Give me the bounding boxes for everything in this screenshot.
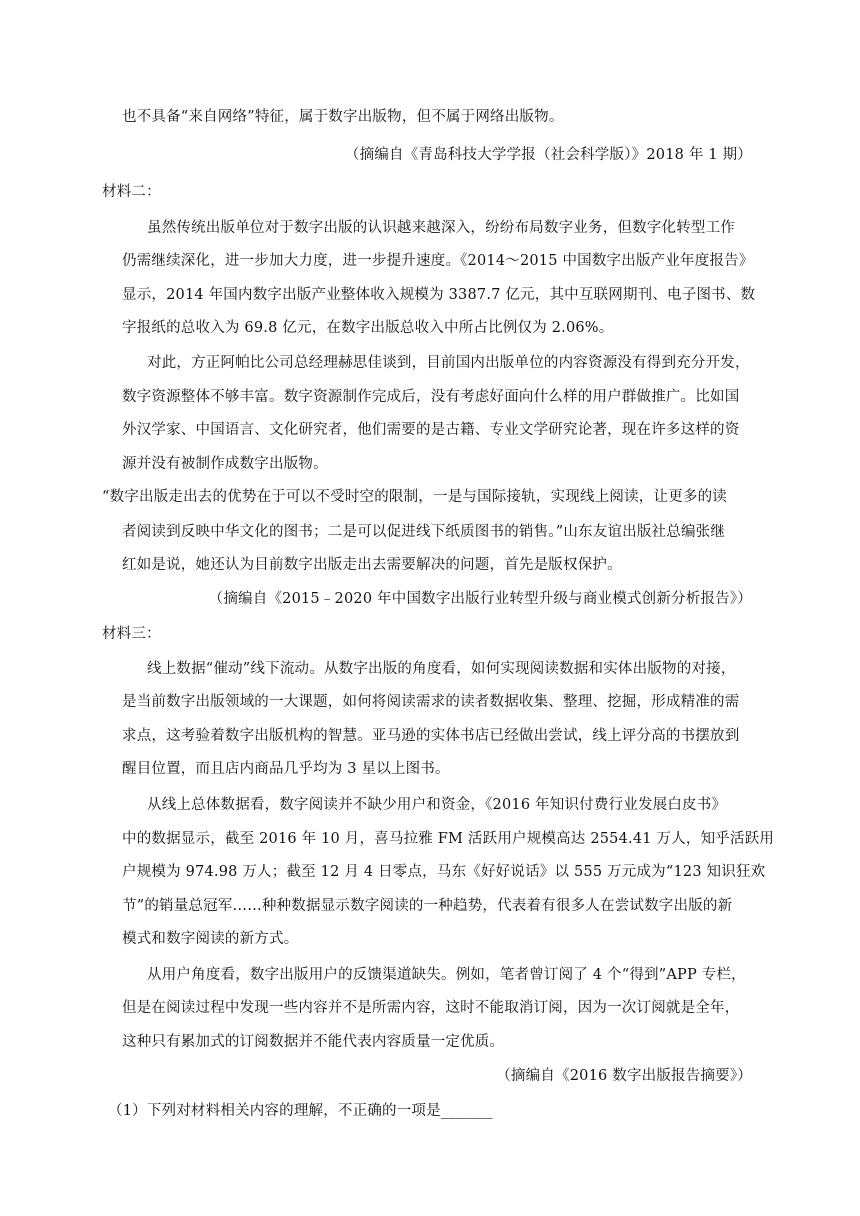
paragraph-line: 模式和数字阅读的新方式。 <box>122 931 299 947</box>
paragraph-line: 者阅读到反映中华文化的图书；二是可以促进线下纸质图书的销售。”山东友谊出版社总编张继 <box>122 524 726 540</box>
paragraph-line: 户规模为 974.98 万人；截至 12 月 4 日零点，马东《好好说话》以 555 万元成为“123 知识狂欢 <box>122 864 766 880</box>
paragraph-line: 字报纸的总收入为 69.8 亿元，在数字出版总收入中所占比例仅为 2.06%。 <box>122 320 614 336</box>
paragraph-line: 节”的销量总冠军……种种数据显示数字阅读的一种趋势，代表着有很多人在尝试数字出版的新 <box>122 898 733 914</box>
source-citation: （摘编自《2015﹣2020 年中国数字出版行业转型升级与商业模式创新分析报告》） <box>208 591 752 607</box>
paragraph-line: 数字资源整体不够丰富。数字资源制作完成后，没有考虑好面向什么样的用户群做推广。比如国 <box>122 389 740 405</box>
paragraph-line: 对此，方正阿帕比公司总经理赫思佳谈到，目前国内出版单位的内容资源没有得到充分开发， <box>147 355 750 371</box>
question-prompt: （1）下列对材料相关内容的理解，不正确的一项是_______ <box>108 1103 493 1119</box>
paragraph-line: 源并没有被制作成数字出版物。 <box>122 456 328 472</box>
source-citation: （摘编自《2016 数字出版报告摘要》） <box>496 1068 752 1084</box>
paragraph-line: 虽然传统出版单位对于数字出版的认识越来越深入，纷纷布局数字业务，但数字化转型工作 <box>147 220 735 236</box>
paragraph-line: 仍需继续深化，进一步加大力度，进一步提升速度。《2014～2015 中国数字出版产业年度报告》 <box>122 253 754 269</box>
source-citation: （摘编自《青岛科技大学学报（社会科学版）》2018 年 1 期） <box>344 147 752 163</box>
paragraph-line: 从线上总体数据看，数字阅读并不缺少用户和资金，《2016 年知识付费行业发展白皮书》 <box>147 797 727 813</box>
paragraph-line: 也不具备“来自网络”特征，属于数字出版物，但不属于网络出版物。 <box>122 109 564 125</box>
paragraph-line: 但是在阅读过程中发现一些内容并不是所需内容，这时不能取消订阅，因为一次订阅就是全年， <box>122 1000 740 1016</box>
paragraph-line: 中的数据显示，截至 2016 年 10 月，喜马拉雅 FM 活跃用户规模高达 2554.41 万人，知乎活跃用 <box>122 831 775 847</box>
section-heading: 材料二： <box>102 184 161 200</box>
paragraph-line: 线上数据“催动”线下流动。从数字出版的角度看，如何实现阅读数据和实体出版物的对接， <box>147 661 736 677</box>
paragraph-line: 醒目位置，而且店内商品几乎均为 3 星以上图书。 <box>122 761 450 777</box>
paragraph-line: “数字出版走出去的优势在于可以不受时空的限制，一是与国际接轨，实现线上阅读，让更多的读 <box>102 489 728 505</box>
section-heading: 材料三： <box>102 626 161 642</box>
paragraph-line: 求点，这考验着数字出版机构的智慧。亚马逊的实体书店已经做出尝试，线上评分高的书摆放到 <box>122 728 740 744</box>
paragraph-line: 是当前数字出版领域的一大课题，如何将阅读需求的读者数据收集、整理、挖掘，形成精准的需 <box>122 694 740 710</box>
paragraph-line: 红如是说，她还认为目前数字出版走出去需要解决的问题，首先是版权保护。 <box>122 557 622 573</box>
paragraph-line: 显示，2014 年国内数字出版产业整体收入规模为 3387.7 亿元，其中互联网期刊、电子图书、数 <box>122 287 756 303</box>
paragraph-line: 这种只有累加式的订阅数据并不能代表内容质量一定优质。 <box>122 1034 505 1050</box>
paragraph-line: 从用户角度看，数字出版用户的反馈渠道缺失。例如，笔者曾订阅了 4 个“得到”APP 专栏， <box>147 967 746 983</box>
paragraph-line: 外汉学家、中国语言、文化研究者，他们需要的是古籍、专业文学研究论著，现在许多这样的资 <box>122 422 740 438</box>
